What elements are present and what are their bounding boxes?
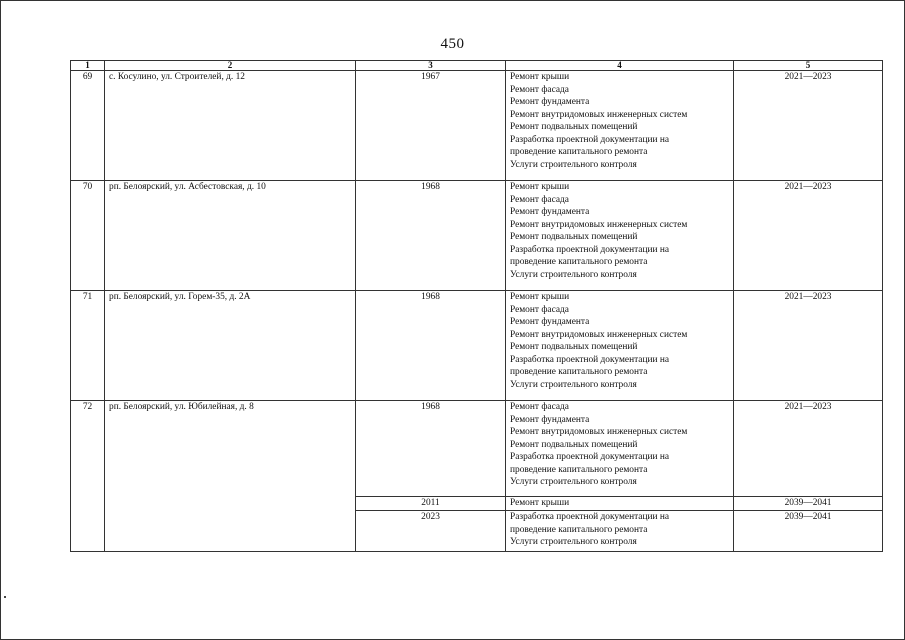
work-item: Ремонт крыши [510,498,570,508]
table-row [71,181,883,291]
year-cell: 2011 [356,497,506,511]
work-item: Ремонт подвальных помещений [510,342,638,352]
table-row [71,71,883,181]
period-cell: 2021—2023 [734,291,883,401]
period-cell: 2021—2023 [734,71,883,181]
period-cell: 2039—2041 [734,497,883,511]
row-number: 70 [71,181,105,291]
work-item: Ремонт фасада [510,402,569,412]
header-col-3: 3 [356,61,506,71]
address-cell: рп. Белоярский, ул. Асбестовская, д. 10 [105,181,356,291]
work-item: Ремонт фасада [510,304,569,315]
works-cell [506,71,734,181]
work-item: Услуги строительного контроля [510,537,637,547]
period-cell: 2039—2041 [734,511,883,552]
work-item: проведение капитального ремонта [510,524,648,535]
header-col-1: 1 [71,61,105,71]
work-item: Ремонт внутридомовых инженерных систем [510,219,688,230]
work-item: проведение капитального ремонта [510,257,648,267]
address-cell: с. Косулино, ул. Строителей, д. 12 [105,71,356,181]
work-item: Ремонт фундамента [510,97,590,107]
works-cell [506,497,734,511]
work-item: Ремонт крыши [510,292,570,302]
work-item: Ремонт фасада [510,194,569,205]
header-col-4: 4 [506,61,734,71]
row-number: 69 [71,71,105,181]
work-item: Ремонт внутридомовых инженерных систем [510,109,688,120]
table-row [71,291,883,401]
table-body [71,71,883,552]
year-cell: 1967 [356,71,506,181]
work-item: Ремонт фундамента [510,207,590,217]
header-col-5: 5 [734,61,883,71]
row-number: 71 [71,291,105,401]
work-item: Ремонт крыши [510,182,570,192]
page-number: 450 [440,36,465,52]
work-item: Разработка проектной документации на [510,244,670,255]
address-cell: рп. Белоярский, ул. Юбилейная, д. 8 [105,401,356,552]
header-col-2: 2 [105,61,356,71]
work-item: проведение капитального ремонта [510,464,648,475]
work-item: Разработка проектной документации на [510,512,670,522]
work-item: Разработка проектной документации на [510,452,670,462]
year-cell: 1968 [356,401,506,497]
work-item: Услуги строительного контроля [510,159,637,170]
period-cell: 2021—2023 [734,181,883,291]
period-cell: 2021—2023 [734,401,883,497]
work-item: Ремонт внутридомовых инженерных систем [510,329,688,340]
work-item: Разработка проектной документации на [510,134,670,145]
work-item: Услуги строительного контроля [510,477,637,487]
work-item: Ремонт фасада [510,84,569,95]
work-item: Ремонт внутридомовых инженерных систем [510,427,688,437]
work-item: Ремонт фундамента [510,414,590,425]
work-item: Ремонт подвальных помещений [510,232,638,242]
year-cell: 1968 [356,291,506,401]
work-item: Услуги строительного контроля [510,269,637,280]
work-item: проведение капитального ремонта [510,147,648,157]
row-number: 72 [71,401,105,552]
works-cell [506,291,734,401]
works-cell [506,401,734,497]
header-row [71,61,883,71]
work-item: Ремонт крыши [510,72,570,82]
work-item: проведение капитального ремонта [510,367,648,377]
table-row [71,401,883,497]
year-cell: 2023 [356,511,506,552]
address-cell: рп. Белоярский, ул. Горем-35, д. 2А [105,291,356,401]
work-item: Услуги строительного контроля [510,379,637,390]
capital-repair-table [70,60,883,552]
works-cell [506,181,734,291]
work-item: Ремонт подвальных помещений [510,439,638,450]
work-item: Разработка проектной документации на [510,354,670,365]
works-cell [506,511,734,552]
work-item: Ремонт подвальных помещений [510,122,638,132]
work-item: Ремонт фундамента [510,317,590,327]
scan-speck [4,596,6,598]
year-cell: 1968 [356,181,506,291]
